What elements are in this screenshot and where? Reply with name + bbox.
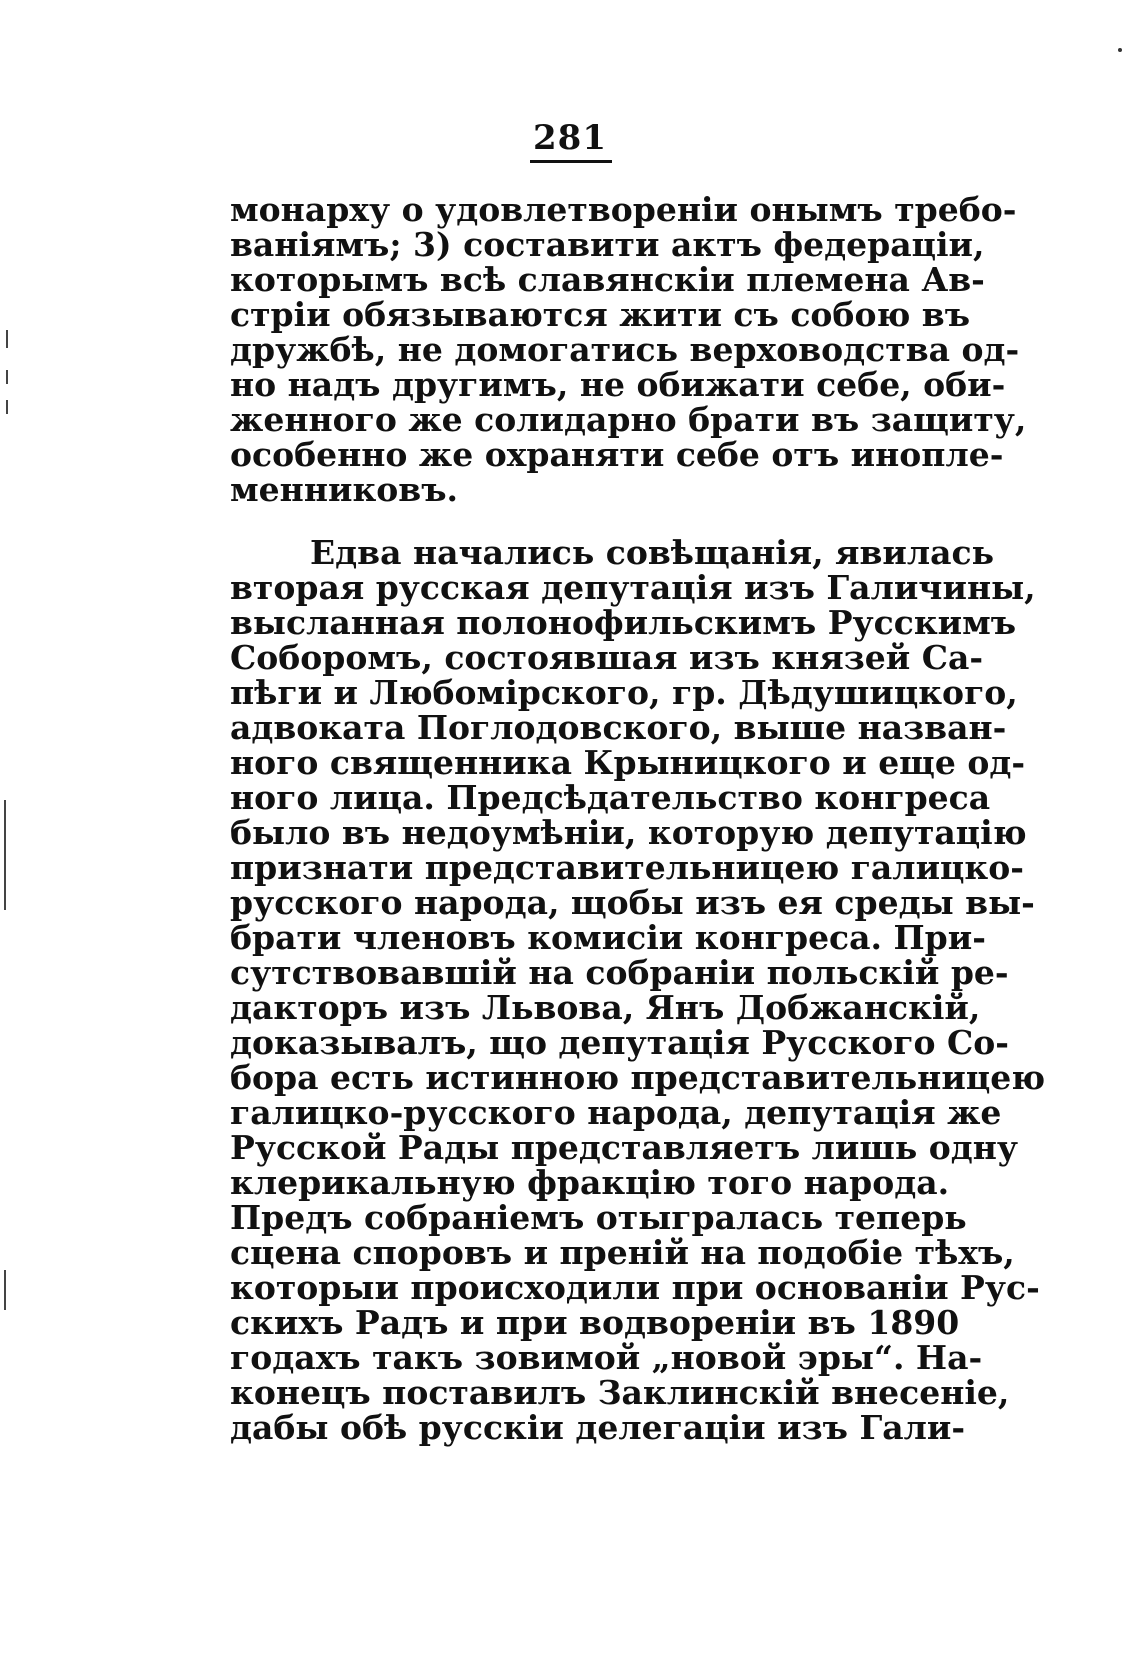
text-line: высланная полонофильскимъ Русскимъ xyxy=(230,603,1017,642)
text-line: ного лица. Предсѣдательство конгреса xyxy=(230,778,991,817)
text-line: особенно же охраняти себе отъ инопле- xyxy=(230,435,1004,474)
scan-margin-mark xyxy=(6,370,8,384)
text-line: русского народа, щобы изъ ея среды вы- xyxy=(230,883,1035,922)
paragraph-2 xyxy=(230,533,1046,1447)
text-line: стріи обязываются жити съ собою въ xyxy=(230,295,971,334)
text-line: менниковъ. xyxy=(230,470,459,509)
text-line: доказывалъ, що депутація Русского Со- xyxy=(230,1023,1009,1062)
text-line: женного же солидарно брати въ защиту, xyxy=(230,400,1027,439)
text-line: адвоката Поглодовского, выше назван- xyxy=(230,708,1007,747)
text-line: бора есть истинною представительницею xyxy=(230,1058,1046,1097)
scan-margin-mark xyxy=(6,400,8,414)
body-text xyxy=(230,190,1046,1447)
text-line: признати представительницею галицко- xyxy=(230,848,1024,887)
text-line: которыи происходили при основаніи Рус- xyxy=(230,1268,1040,1307)
text-line: Русской Рады представляетъ лишь одну xyxy=(230,1128,1019,1167)
text-line: конецъ поставилъ Заклинскій внесеніе, xyxy=(230,1373,1010,1412)
text-line: дабы обѣ русскіи делегаціи изъ Гали- xyxy=(230,1408,966,1447)
scan-speck xyxy=(1118,48,1122,52)
text-line: Едва начались совѣщанія, явилась xyxy=(310,533,995,572)
text-line: Предъ собраніемъ отыгралась теперь xyxy=(230,1198,967,1237)
paragraph-1 xyxy=(230,190,1027,509)
text-line: ваніямъ; 3) составити актъ федераціи, xyxy=(230,225,985,264)
text-line: сутствовавшій на собраніи польскій ре- xyxy=(230,953,1009,992)
text-line: дружбѣ, не домогатись верховодства од- xyxy=(230,330,1020,369)
text-line: Соборомъ, состоявшая изъ князей Са- xyxy=(230,638,984,677)
text-line: годахъ такъ зовимой „новой эры“. На- xyxy=(230,1338,983,1377)
scan-margin-mark xyxy=(4,800,6,910)
text-line: сцена споровъ и преній на подобіе тѣхъ, xyxy=(230,1233,1015,1272)
scan-margin-mark xyxy=(6,330,8,348)
text-line: галицко-русского народа, депутація же xyxy=(230,1093,1002,1132)
paragraph-gap xyxy=(230,507,920,535)
text-line: но надъ другимъ, не обижати себе, оби- xyxy=(230,365,1006,404)
page-number-underline xyxy=(530,160,612,163)
text-line: пѣги и Любомірского, гр. Дѣдушицкого, xyxy=(230,673,1018,712)
text-line: клерикальную фракцію того народа. xyxy=(230,1163,950,1202)
scan-margin-mark xyxy=(4,1270,6,1310)
text-line: было въ недоумѣніи, которую депутацію xyxy=(230,813,1027,852)
text-line: монарху о удовлетвореніи онымъ требо- xyxy=(230,190,1017,229)
text-line: ного священника Крыницкого и еще од- xyxy=(230,743,1026,782)
page-number: 281 xyxy=(533,118,607,158)
text-line: которымъ всѣ славянскіи племена Ав- xyxy=(230,260,985,299)
text-line: брати членовъ комисіи конгреса. При- xyxy=(230,918,986,957)
text-line: вторая русская депутація изъ Галичины, xyxy=(230,568,1036,607)
text-line: скихъ Радъ и при водвореніи въ 1890 xyxy=(230,1303,960,1342)
text-line: дакторъ изъ Львова, Янъ Добжанскій, xyxy=(230,988,981,1027)
